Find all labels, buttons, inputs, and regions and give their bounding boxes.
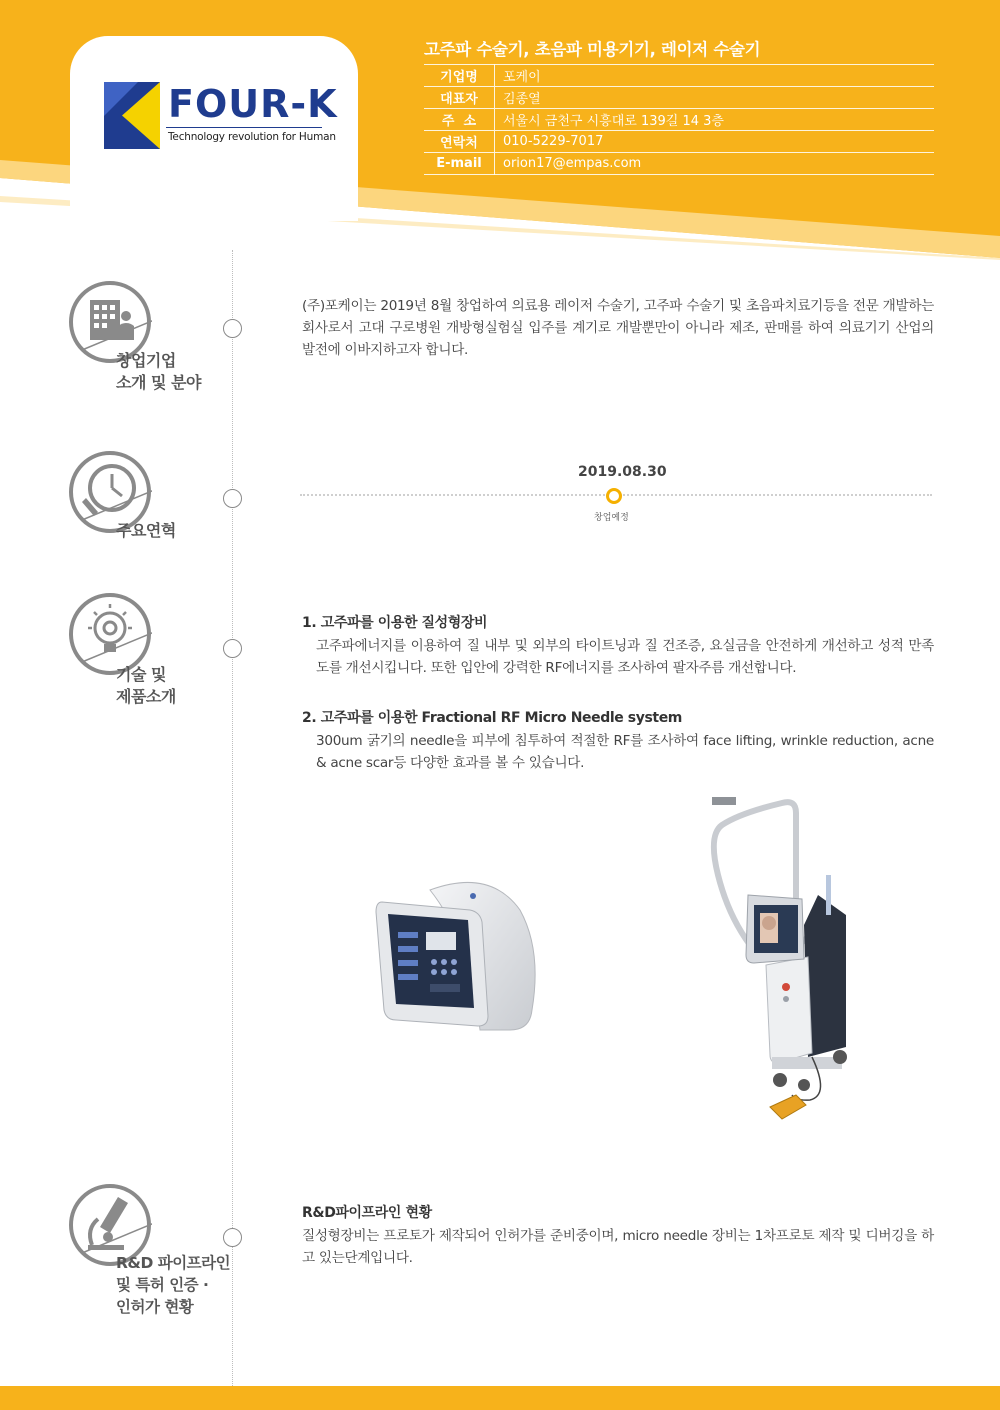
info-value: 김종열 [495, 87, 935, 109]
logo-tagline: Technology revolution for Human [168, 131, 336, 143]
product1-description: 고주파에너지를 이용하여 질 내부 및 외부의 타이트닝과 질 건조증, 요실금을 안전하게 개선하고 성적 만족도를 개선시킵니다. 또한 입안에 강력한 RF에너지를 조사하여 팔자주름 개선합니다. [316, 638, 934, 676]
company-info-table [424, 64, 934, 175]
section-label-history: 주요연혁 [116, 521, 176, 540]
timeline-line [232, 250, 233, 1390]
section-label-line: 소개 및 분야 [116, 373, 201, 392]
cart-micro-needle-device-image [700, 795, 860, 1130]
product2-title: 2. 고주파를 이용한 Fractional RF Micro Needle system [302, 710, 682, 726]
timeline-node [223, 639, 242, 658]
section-label-rnd [116, 1252, 230, 1318]
info-label: 기업명 [424, 65, 495, 87]
history-event: 창업예정 [594, 513, 629, 523]
info-row [424, 131, 934, 153]
section-label-intro [116, 350, 201, 394]
info-label: 연락처 [424, 131, 495, 153]
info-row [424, 65, 934, 87]
timeline-node [223, 319, 242, 338]
product1-title: 1. 고주파를 이용한 질성형장비 [302, 615, 488, 631]
footer-bar [0, 1386, 1000, 1410]
section-label-line: 및 특허 인증 · [116, 1276, 209, 1294]
rnd-paragraph: 질성형장비는 프로토가 제작되어 인허가를 준비중이며, micro needle 장비는 1차프로토 제작 및 디버깅을 하고 있는단계입니다. [302, 1228, 934, 1266]
logo-divider [166, 127, 322, 128]
info-row [424, 153, 934, 175]
info-label: E-mail [424, 153, 495, 175]
section-label-line: 기술 및 [116, 665, 166, 684]
info-row [424, 109, 934, 131]
info-value: 010-5229-7017 [495, 131, 935, 153]
section-label-line: 인허가 현황 [116, 1298, 194, 1316]
timeline-node [223, 1228, 242, 1247]
section-label-line: 창업기업 [116, 351, 176, 370]
info-value: 포케이 [495, 65, 935, 87]
tabletop-rf-device-image [370, 870, 545, 1045]
section-label-tech [116, 664, 176, 708]
intro-paragraph: (주)포케이는 2019년 8월 창업하여 의료용 레이저 수술기, 고주파 수술기 및 초음파치료기등을 전문 개발하는 회사로서 고대 구로병원 개방형실험실 입주를 계기로 개발뿐만이 아니라 제조, 판매를 하여 의료기기 산업의 발전에 이바지하고자 합니다. [302, 298, 934, 358]
info-label: 주 소 [424, 109, 495, 131]
section-label-line: R&D 파이프라인 [116, 1254, 231, 1272]
history-marker [606, 488, 622, 504]
info-value: 서울시 금천구 시흥대로 139길 14 3층 [495, 109, 935, 131]
logo-wordmark: FOUR-K [168, 82, 338, 126]
four-k-logo-icon [104, 82, 160, 149]
header-title: 고주파 수술기, 초음파 미용기기, 레이저 수술기 [424, 40, 761, 59]
history-date: 2019.08.30 [578, 464, 667, 480]
rnd-title: R&D파이프라인 현황 [302, 1205, 432, 1221]
info-value: orion17@empas.com [495, 153, 935, 175]
timeline-node [223, 489, 242, 508]
info-label: 대표자 [424, 87, 495, 109]
section-label-line: 제품소개 [116, 687, 176, 706]
product2-description: 300um 굵기의 needle을 피부에 침투하여 적절한 RF를 조사하여 face lifting, wrinkle reduction, acne & acne scar등 다양한 효과를 볼 수 있습니다. [316, 733, 934, 771]
info-row [424, 87, 934, 109]
